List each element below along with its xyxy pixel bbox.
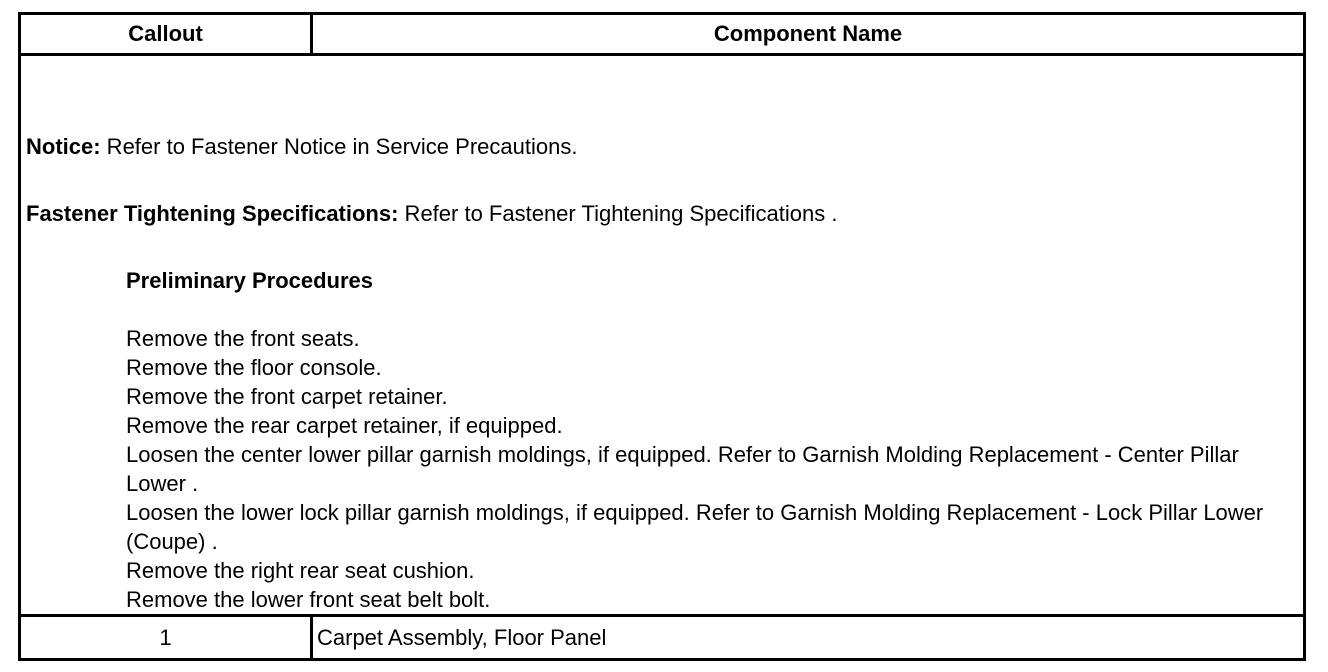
list-item: Remove the right rear seat cushion. <box>126 558 475 583</box>
list-item: Remove the rear carpet retainer, if equipped. <box>126 413 563 438</box>
component-name-cell: Carpet Assembly, Floor Panel <box>317 624 607 650</box>
list-item: Remove the front seats. <box>126 326 360 351</box>
procedure-notes-row <box>21 56 1303 617</box>
preliminary-procedures-heading: Preliminary Procedures <box>126 268 374 293</box>
component-name-column-header: Component Name <box>713 21 903 46</box>
fastener-specs-text: Refer to Fastener Tightening Specifications . <box>398 201 838 226</box>
table-header-row <box>21 15 1303 56</box>
notice-label: Notice: <box>26 134 101 159</box>
list-item: Remove the floor console. <box>126 355 382 380</box>
list-item: Remove the lower front seat belt bolt. <box>126 587 491 612</box>
callout-column-header: Callout <box>21 15 313 53</box>
list-item: Remove the front carpet retainer. <box>126 384 448 409</box>
fastener-specs-label: Fastener Tightening Specifications: <box>26 201 399 226</box>
notice-text: Refer to Fastener Notice in Service Precautions. <box>100 134 578 159</box>
list-item: Loosen the lower lock pillar garnish moldings, if equipped. Refer to Garnish Molding Replacement - Lock Pillar Lower (Coupe) . <box>126 500 1264 554</box>
component-table <box>18 12 1306 661</box>
preliminary-steps-list <box>126 324 1296 614</box>
list-item: Loosen the center lower pillar garnish moldings, if equipped. Refer to Garnish Molding Replacement - Center Pillar Lower . <box>126 442 1239 496</box>
notice-line <box>26 134 577 160</box>
callout-cell: 1 <box>21 617 313 658</box>
fastener-specs-line <box>26 201 837 227</box>
table-row <box>21 617 1303 658</box>
